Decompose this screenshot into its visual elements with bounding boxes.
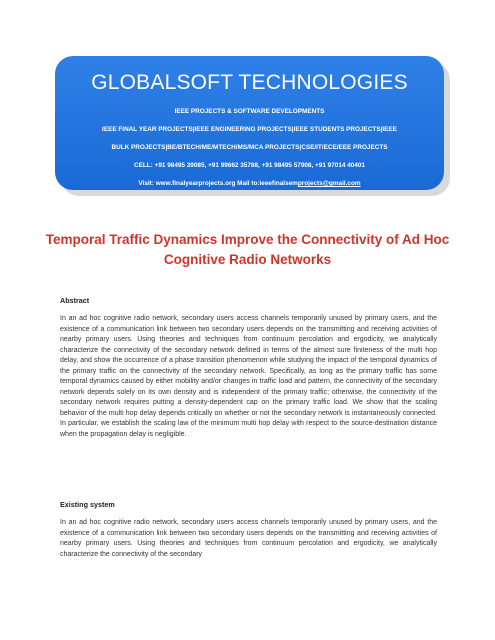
- banner-bulk-line: BULK PROJECTS|BE/BTECH/ME/MTECH/MS/MCA PROJECTS|CSE/IT/ECE/EEE PROJECTS: [111, 144, 388, 151]
- banner-phone-line: CELL: +91 98495 39085, +91 99662 35788, +91 98495 57908, +91 97014 40401: [134, 162, 365, 169]
- abstract-paragraph: In an ad hoc cognitive radio network, secondary users access channels temporarily unused by primary users, and the existence of a communication link between two secondary users depends on the transmitting and receiving activities of nearby primary users. Using theories and techniques from continuum percolation and ergodicity, we analytically characterize the connectivity of the secondary network defined in terms of the almost sure finiteness of the multi hop delay, and show the occurrence of a phase transition phenomenon while studying the impact of the temporal dynamics of the primary traffic on the connectivity of the secondary network. Specifically, as long as the primary traffic has some temporal dynamics caused by either mobility and/or changes in traffic load and pattern, the connectivity of the secondary network depends solely on its own density and is independent of the primary traffic; otherwise, the connectivity of the secondary network requires putting a density-dependent cap on the primary traffic load. We show that the scaling behavior of the multi hop delay depends critically on whether or not the secondary network is instantaneously connected. In particular, we establish the scaling law of the minimum multi hop delay with respect to the source-destination distance when the propagation delay is negligible.: [60, 315, 437, 439]
- visit-text: Visit: www.finalyearprojects.org Mail to:ieeefinalsem: [138, 180, 298, 187]
- existing-system-heading: Existing system: [60, 500, 115, 509]
- banner-projects-line: IEEE FINAL YEAR PROJECTS|IEEE ENGINEERING PROJECTS|IEEE STUDENTS PROJECTS|IEEE: [102, 126, 397, 133]
- existing-system-paragraph: In an ad hoc cognitive radio network, secondary users access channels temporarily unused by primary users, and the existence of a communication link between two secondary users depends on the transmitting and receiving activities of nearby primary users. Using theories and techniques from continuum percolation and ergodicity, we analytically characterize the connectivity of the secondary: [60, 519, 437, 558]
- abstract-heading: Abstract: [60, 296, 90, 305]
- banner-tagline: IEEE PROJECTS & SOFTWARE DEVELOPMENTS: [174, 108, 325, 115]
- header-banner: [55, 56, 444, 190]
- document-title: Temporal Traffic Dynamics Improve the Connectivity of Ad Hoc Cognitive Radio Networks: [45, 232, 450, 267]
- company-name: GLOBALSOFT TECHNOLOGIES: [91, 71, 408, 94]
- email-link[interactable]: projects@gmail.com: [297, 180, 361, 187]
- banner-contact-line: [55, 179, 444, 189]
- banner-box: [55, 56, 444, 190]
